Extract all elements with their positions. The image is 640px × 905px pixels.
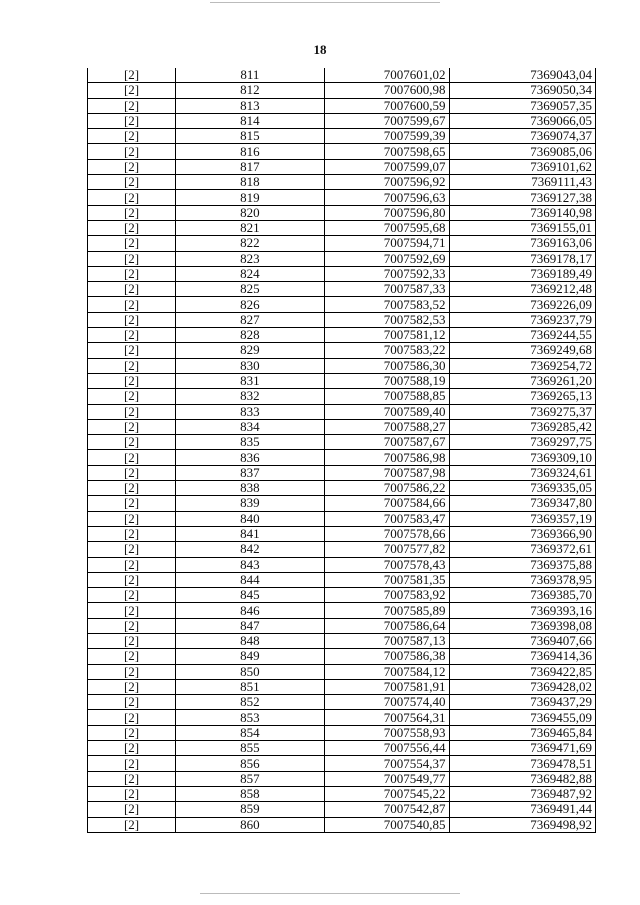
y-coordinate-cell: 7369482,88 (449, 771, 595, 786)
y-coordinate-cell: 7369375,88 (449, 557, 595, 572)
x-coordinate-cell: 7007583,52 (324, 297, 449, 312)
point-number-cell: 834 (176, 419, 325, 434)
source-ref-cell: [2] (88, 358, 176, 373)
point-number-cell: 837 (176, 465, 325, 480)
x-coordinate-cell: 7007585,89 (324, 603, 449, 618)
point-number-cell: 817 (176, 159, 325, 174)
table-row (88, 129, 596, 144)
point-number-cell: 853 (176, 710, 325, 725)
y-coordinate-cell: 7369491,44 (449, 802, 595, 817)
x-coordinate-cell: 7007588,27 (324, 419, 449, 434)
point-number-cell: 850 (176, 664, 325, 679)
x-coordinate-cell: 7007558,93 (324, 725, 449, 740)
source-ref-cell: [2] (88, 373, 176, 388)
point-number-cell: 816 (176, 144, 325, 159)
x-coordinate-cell: 7007587,67 (324, 435, 449, 450)
x-coordinate-cell: 7007600,59 (324, 98, 449, 113)
table-row (88, 266, 596, 281)
y-coordinate-cell: 7369127,38 (449, 190, 595, 205)
point-number-cell: 826 (176, 297, 325, 312)
y-coordinate-cell: 7369422,85 (449, 664, 595, 679)
table-row (88, 496, 596, 511)
coordinates-table-body (88, 68, 596, 832)
y-coordinate-cell: 7369285,42 (449, 419, 595, 434)
table-row (88, 404, 596, 419)
x-coordinate-cell: 7007584,12 (324, 664, 449, 679)
source-ref-cell: [2] (88, 129, 176, 144)
y-coordinate-cell: 7369478,51 (449, 756, 595, 771)
point-number-cell: 815 (176, 129, 325, 144)
table-row (88, 786, 596, 801)
table-row (88, 435, 596, 450)
source-ref-cell: [2] (88, 802, 176, 817)
point-number-cell: 836 (176, 450, 325, 465)
source-ref-cell: [2] (88, 266, 176, 281)
coordinates-table (87, 68, 596, 833)
point-number-cell: 838 (176, 481, 325, 496)
y-coordinate-cell: 7369163,06 (449, 236, 595, 251)
source-ref-cell: [2] (88, 618, 176, 633)
y-coordinate-cell: 7369407,66 (449, 633, 595, 648)
table-row (88, 649, 596, 664)
y-coordinate-cell: 7369347,80 (449, 496, 595, 511)
point-number-cell: 843 (176, 557, 325, 572)
point-number-cell: 832 (176, 389, 325, 404)
point-number-cell: 835 (176, 435, 325, 450)
source-ref-cell: [2] (88, 526, 176, 541)
x-coordinate-cell: 7007598,65 (324, 144, 449, 159)
point-number-cell: 829 (176, 343, 325, 358)
point-number-cell: 821 (176, 220, 325, 235)
y-coordinate-cell: 7369498,92 (449, 817, 595, 832)
y-coordinate-cell: 7369393,16 (449, 603, 595, 618)
source-ref-cell: [2] (88, 419, 176, 434)
x-coordinate-cell: 7007586,64 (324, 618, 449, 633)
y-coordinate-cell: 7369309,10 (449, 450, 595, 465)
table-row (88, 328, 596, 343)
source-ref-cell: [2] (88, 435, 176, 450)
y-coordinate-cell: 7369335,05 (449, 481, 595, 496)
x-coordinate-cell: 7007549,77 (324, 771, 449, 786)
x-coordinate-cell: 7007582,53 (324, 312, 449, 327)
table-row (88, 695, 596, 710)
source-ref-cell: [2] (88, 282, 176, 297)
point-number-cell: 860 (176, 817, 325, 832)
table-row (88, 572, 596, 587)
x-coordinate-cell: 7007596,63 (324, 190, 449, 205)
y-coordinate-cell: 7369324,61 (449, 465, 595, 480)
y-coordinate-cell: 7369043,04 (449, 68, 595, 83)
source-ref-cell: [2] (88, 113, 176, 128)
scan-edge-line (200, 893, 460, 894)
table-row (88, 389, 596, 404)
point-number-cell: 854 (176, 725, 325, 740)
source-ref-cell: [2] (88, 511, 176, 526)
x-coordinate-cell: 7007540,85 (324, 817, 449, 832)
point-number-cell: 824 (176, 266, 325, 281)
y-coordinate-cell: 7369226,09 (449, 297, 595, 312)
table-row (88, 419, 596, 434)
source-ref-cell: [2] (88, 236, 176, 251)
y-coordinate-cell: 7369378,95 (449, 572, 595, 587)
point-number-cell: 819 (176, 190, 325, 205)
x-coordinate-cell: 7007554,37 (324, 756, 449, 771)
table-row (88, 741, 596, 756)
point-number-cell: 828 (176, 328, 325, 343)
table-row (88, 282, 596, 297)
point-number-cell: 818 (176, 175, 325, 190)
source-ref-cell: [2] (88, 297, 176, 312)
table-row (88, 664, 596, 679)
source-ref-cell: [2] (88, 450, 176, 465)
point-number-cell: 840 (176, 511, 325, 526)
y-coordinate-cell: 7369261,20 (449, 373, 595, 388)
source-ref-cell: [2] (88, 756, 176, 771)
source-ref-cell: [2] (88, 664, 176, 679)
x-coordinate-cell: 7007581,12 (324, 328, 449, 343)
table-row (88, 98, 596, 113)
y-coordinate-cell: 7369066,05 (449, 113, 595, 128)
y-coordinate-cell: 7369275,37 (449, 404, 595, 419)
table-row (88, 159, 596, 174)
x-coordinate-cell: 7007599,39 (324, 129, 449, 144)
source-ref-cell: [2] (88, 588, 176, 603)
y-coordinate-cell: 7369212,48 (449, 282, 595, 297)
x-coordinate-cell: 7007596,80 (324, 205, 449, 220)
x-coordinate-cell: 7007574,40 (324, 695, 449, 710)
table-row (88, 251, 596, 266)
point-number-cell: 848 (176, 633, 325, 648)
source-ref-cell: [2] (88, 695, 176, 710)
point-number-cell: 825 (176, 282, 325, 297)
x-coordinate-cell: 7007587,13 (324, 633, 449, 648)
table-row (88, 603, 596, 618)
source-ref-cell: [2] (88, 190, 176, 205)
source-ref-cell: [2] (88, 771, 176, 786)
x-coordinate-cell: 7007583,47 (324, 511, 449, 526)
point-number-cell: 827 (176, 312, 325, 327)
x-coordinate-cell: 7007564,31 (324, 710, 449, 725)
table-row (88, 802, 596, 817)
y-coordinate-cell: 7369398,08 (449, 618, 595, 633)
point-number-cell: 846 (176, 603, 325, 618)
table-row (88, 817, 596, 832)
x-coordinate-cell: 7007545,22 (324, 786, 449, 801)
y-coordinate-cell: 7369465,84 (449, 725, 595, 740)
x-coordinate-cell: 7007601,02 (324, 68, 449, 83)
table-row (88, 312, 596, 327)
table-row (88, 679, 596, 694)
point-number-cell: 851 (176, 679, 325, 694)
point-number-cell: 833 (176, 404, 325, 419)
x-coordinate-cell: 7007583,22 (324, 343, 449, 358)
point-number-cell: 831 (176, 373, 325, 388)
point-number-cell: 812 (176, 83, 325, 98)
point-number-cell: 844 (176, 572, 325, 587)
point-number-cell: 858 (176, 786, 325, 801)
y-coordinate-cell: 7369297,75 (449, 435, 595, 450)
x-coordinate-cell: 7007588,19 (324, 373, 449, 388)
source-ref-cell: [2] (88, 343, 176, 358)
y-coordinate-cell: 7369189,49 (449, 266, 595, 281)
table-row (88, 511, 596, 526)
source-ref-cell: [2] (88, 603, 176, 618)
x-coordinate-cell: 7007581,35 (324, 572, 449, 587)
table-row (88, 373, 596, 388)
source-ref-cell: [2] (88, 404, 176, 419)
point-number-cell: 856 (176, 756, 325, 771)
x-coordinate-cell: 7007595,68 (324, 220, 449, 235)
source-ref-cell: [2] (88, 741, 176, 756)
table-row (88, 710, 596, 725)
x-coordinate-cell: 7007578,43 (324, 557, 449, 572)
table-row (88, 68, 596, 83)
y-coordinate-cell: 7369437,29 (449, 695, 595, 710)
x-coordinate-cell: 7007581,91 (324, 679, 449, 694)
y-coordinate-cell: 7369101,62 (449, 159, 595, 174)
x-coordinate-cell: 7007596,92 (324, 175, 449, 190)
table-row (88, 343, 596, 358)
x-coordinate-cell: 7007600,98 (324, 83, 449, 98)
source-ref-cell: [2] (88, 144, 176, 159)
source-ref-cell: [2] (88, 817, 176, 832)
source-ref-cell: [2] (88, 83, 176, 98)
table-row (88, 633, 596, 648)
source-ref-cell: [2] (88, 710, 176, 725)
source-ref-cell: [2] (88, 312, 176, 327)
table-row (88, 526, 596, 541)
y-coordinate-cell: 7369140,98 (449, 205, 595, 220)
x-coordinate-cell: 7007587,98 (324, 465, 449, 480)
y-coordinate-cell: 7369237,79 (449, 312, 595, 327)
source-ref-cell: [2] (88, 496, 176, 511)
point-number-cell: 857 (176, 771, 325, 786)
y-coordinate-cell: 7369111,43 (449, 175, 595, 190)
source-ref-cell: [2] (88, 557, 176, 572)
point-number-cell: 814 (176, 113, 325, 128)
y-coordinate-cell: 7369085,06 (449, 144, 595, 159)
source-ref-cell: [2] (88, 572, 176, 587)
table-row (88, 236, 596, 251)
table-row (88, 542, 596, 557)
x-coordinate-cell: 7007594,71 (324, 236, 449, 251)
point-number-cell: 855 (176, 741, 325, 756)
point-number-cell: 822 (176, 236, 325, 251)
point-number-cell: 830 (176, 358, 325, 373)
y-coordinate-cell: 7369057,35 (449, 98, 595, 113)
y-coordinate-cell: 7369178,17 (449, 251, 595, 266)
x-coordinate-cell: 7007586,30 (324, 358, 449, 373)
source-ref-cell: [2] (88, 159, 176, 174)
x-coordinate-cell: 7007588,85 (324, 389, 449, 404)
x-coordinate-cell: 7007577,82 (324, 542, 449, 557)
source-ref-cell: [2] (88, 175, 176, 190)
point-number-cell: 842 (176, 542, 325, 557)
source-ref-cell: [2] (88, 786, 176, 801)
x-coordinate-cell: 7007599,67 (324, 113, 449, 128)
source-ref-cell: [2] (88, 542, 176, 557)
y-coordinate-cell: 7369244,55 (449, 328, 595, 343)
x-coordinate-cell: 7007586,22 (324, 481, 449, 496)
x-coordinate-cell: 7007556,44 (324, 741, 449, 756)
point-number-cell: 839 (176, 496, 325, 511)
x-coordinate-cell: 7007583,92 (324, 588, 449, 603)
table-row (88, 465, 596, 480)
table-row (88, 557, 596, 572)
source-ref-cell: [2] (88, 205, 176, 220)
source-ref-cell: [2] (88, 328, 176, 343)
table-row (88, 220, 596, 235)
source-ref-cell: [2] (88, 481, 176, 496)
x-coordinate-cell: 7007592,33 (324, 266, 449, 281)
x-coordinate-cell: 7007587,33 (324, 282, 449, 297)
table-row (88, 83, 596, 98)
point-number-cell: 852 (176, 695, 325, 710)
y-coordinate-cell: 7369366,90 (449, 526, 595, 541)
table-row (88, 450, 596, 465)
page-number: 18 (313, 42, 327, 57)
y-coordinate-cell: 7369487,92 (449, 786, 595, 801)
x-coordinate-cell: 7007589,40 (324, 404, 449, 419)
y-coordinate-cell: 7369155,01 (449, 220, 595, 235)
source-ref-cell: [2] (88, 68, 176, 83)
table-row (88, 297, 596, 312)
source-ref-cell: [2] (88, 725, 176, 740)
table-row (88, 190, 596, 205)
table-row (88, 358, 596, 373)
y-coordinate-cell: 7369385,70 (449, 588, 595, 603)
source-ref-cell: [2] (88, 465, 176, 480)
point-number-cell: 823 (176, 251, 325, 266)
y-coordinate-cell: 7369265,13 (449, 389, 595, 404)
table-row (88, 725, 596, 740)
source-ref-cell: [2] (88, 389, 176, 404)
y-coordinate-cell: 7369357,19 (449, 511, 595, 526)
x-coordinate-cell: 7007584,66 (324, 496, 449, 511)
y-coordinate-cell: 7369372,61 (449, 542, 595, 557)
source-ref-cell: [2] (88, 649, 176, 664)
source-ref-cell: [2] (88, 220, 176, 235)
x-coordinate-cell: 7007599,07 (324, 159, 449, 174)
table-row (88, 481, 596, 496)
point-number-cell: 820 (176, 205, 325, 220)
y-coordinate-cell: 7369471,69 (449, 741, 595, 756)
y-coordinate-cell: 7369050,34 (449, 83, 595, 98)
y-coordinate-cell: 7369414,36 (449, 649, 595, 664)
table-row (88, 175, 596, 190)
point-number-cell: 859 (176, 802, 325, 817)
y-coordinate-cell: 7369249,68 (449, 343, 595, 358)
point-number-cell: 847 (176, 618, 325, 633)
x-coordinate-cell: 7007578,66 (324, 526, 449, 541)
source-ref-cell: [2] (88, 98, 176, 113)
table-row (88, 205, 596, 220)
x-coordinate-cell: 7007592,69 (324, 251, 449, 266)
table-row (88, 113, 596, 128)
y-coordinate-cell: 7369074,37 (449, 129, 595, 144)
point-number-cell: 813 (176, 98, 325, 113)
table-row (88, 771, 596, 786)
table-row (88, 588, 596, 603)
source-ref-cell: [2] (88, 679, 176, 694)
table-row (88, 144, 596, 159)
source-ref-cell: [2] (88, 251, 176, 266)
source-ref-cell: [2] (88, 633, 176, 648)
x-coordinate-cell: 7007586,38 (324, 649, 449, 664)
x-coordinate-cell: 7007586,98 (324, 450, 449, 465)
y-coordinate-cell: 7369428,02 (449, 679, 595, 694)
point-number-cell: 849 (176, 649, 325, 664)
x-coordinate-cell: 7007542,87 (324, 802, 449, 817)
point-number-cell: 845 (176, 588, 325, 603)
point-number-cell: 811 (176, 68, 325, 83)
y-coordinate-cell: 7369254,72 (449, 358, 595, 373)
point-number-cell: 841 (176, 526, 325, 541)
table-row (88, 756, 596, 771)
table-row (88, 618, 596, 633)
scan-edge-line (210, 2, 440, 3)
y-coordinate-cell: 7369455,09 (449, 710, 595, 725)
